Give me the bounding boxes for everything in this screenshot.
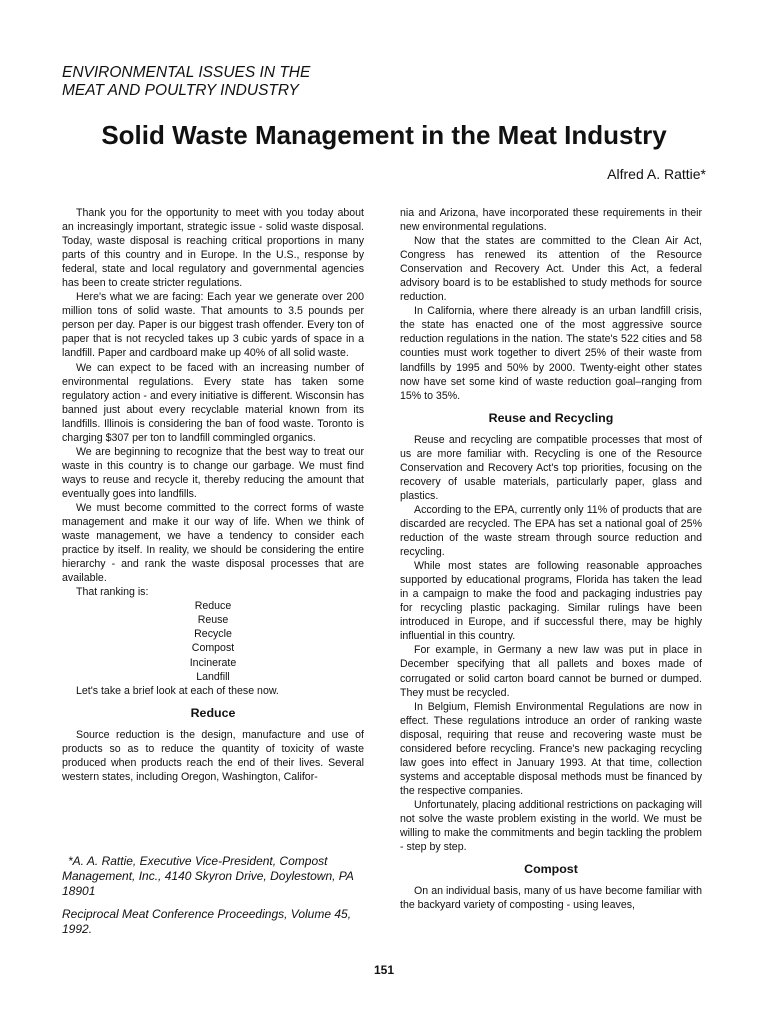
- series-header-line1: ENVIRONMENTAL ISSUES IN THE: [62, 64, 311, 81]
- body-paragraph: According to the EPA, currently only 11% of products that are discarded are recycled. The EPA has set a national goal of 25% reduction of the waste stream through source reduction and recycling.: [400, 503, 702, 559]
- body-paragraph: In Belgium, Flemish Environmental Regulations are now in effect. These regulations introduce an order of ranking waste disposal, requiring that reuse and recovering waste must be considered before recycling. France's new packaging recycling law goes into effect in January 1993. At that time, collection systems and acceptable disposal methods must be financed by the respective companies.: [400, 700, 702, 797]
- body-paragraph: That ranking is:: [76, 586, 149, 599]
- section-heading-compost: Compost: [524, 862, 578, 877]
- body-paragraph: We must become committed to the correct forms of waste management and make it our way of life. When we think of waste management, we have a tendency to consider each practice by itself. In reality, we should be considering the entire hierarchy - and rank the waste disposal processes that are available.: [62, 501, 364, 585]
- right-column: [400, 206, 702, 912]
- body-paragraph: In California, where there already is an urban landfill crisis, the state has enacted one of the most aggressive source reduction regulations in the nation. The state's 522 cities and 58 counties must work together to divert 25% of their waste from landfills by 1995 and 50% by 2000. Twenty-eight other states now have set some kind of waste reduction goal–ranging from 15% to 35%.: [400, 305, 702, 402]
- body-paragraph: Source reduction is the design, manufacture and use of products so as to reduce the quantity of toxicity of waste produced when products reach the end of their lives. Several western states, including Oregon, Washington, Califor-: [62, 728, 364, 783]
- footnote: [62, 854, 364, 945]
- ranking-item: Landfill: [196, 670, 230, 683]
- author-affiliation: *A. A. Rattie, Executive Vice-President, Compost Management, Inc., 4140 Skyron Drive, Doylestown, PA 18901: [62, 854, 354, 898]
- ranking-item: Compost: [191, 642, 235, 655]
- body-paragraph: While most states are following reasonable approaches supported by educational programs, Florida has taken the lead in a campaign to make the food and packaging industries pay for recycling plastic packaging. Similar rulings have been introduced in Europe, and if successful there, may be highly influential in this country.: [400, 560, 702, 643]
- series-header-line2: MEAT AND POULTRY INDUSTRY: [62, 82, 299, 99]
- series-header: [62, 64, 310, 100]
- ranking-item: Incinerate: [189, 656, 237, 669]
- proceedings-citation: Reciprocal Meat Conference Proceedings, Volume 45, 1992.: [62, 907, 352, 936]
- left-column: [62, 206, 364, 784]
- body-paragraph: Here's what we are facing: Each year we generate over 200 million tons of solid waste. That amounts to 3.5 pounds per person per day. Paper is our biggest trash offender. Every ton of paper that is not recycled takes up 3 cubic yards of space in a landfill. Paper and cardboard make up 40% of all solid waste.: [62, 291, 364, 360]
- body-paragraph: We can expect to be faced with an increasing number of environmental regulations. Every state has taken some regulatory action - and every initiative is different. Wisconsin has banned just about every recyclable material known from its landfills. Illinois is considering the ban of food waste. Toronto is charging $307 per ton to landfill commingled organics.: [62, 361, 364, 444]
- section-heading-reduce: Reduce: [190, 705, 236, 720]
- body-paragraph: Reuse and recycling are compatible processes that most of us are more familiar with. Recycling is one of the Resource Conservation and Recovery Act's top priorities, focusing on the recovery of usable materials, particularly paper, glass and plastics.: [400, 433, 702, 502]
- body-paragraph: Thank you for the opportunity to meet with you today about an increasingly important, strategic issue - solid waste disposal. Today, waste disposal is reaching critical proportions in many parts of this country and in Europe. In the U.S., response by federal, state and local regulatory and governmental agencies has been to create stricter regulations.: [62, 207, 364, 290]
- ranking-list: [62, 599, 364, 683]
- article-title: Solid Waste Management in the Meat Industry: [101, 120, 667, 150]
- page-number: 151: [373, 963, 395, 977]
- body-paragraph: Let's take a brief look at each of these now.: [76, 684, 279, 697]
- section-heading-reuse-recycling: Reuse and Recycling: [488, 410, 614, 425]
- body-paragraph: Now that the states are committed to the Clean Air Act, Congress has renewed its attention of the Resource Conservation and Recovery Act. Under this Act, a federal advisory board is to be established to study methods for source reduction.: [400, 235, 702, 304]
- ranking-item: Recycle: [194, 628, 232, 641]
- body-paragraph: nia and Arizona, have incorporated these requirements in their new environmental regulations.: [400, 207, 702, 234]
- body-paragraph: We are beginning to recognize that the best way to treat our waste in this country is to change our garbage. We must find ways to reuse and recycle it, thereby reducing the amount that eventually goes into landfills.: [62, 445, 364, 500]
- ranking-item: Reduce: [194, 600, 232, 613]
- body-paragraph: On an individual basis, many of us have become familiar with the backyard variety of composting - using leaves,: [400, 885, 702, 912]
- author-name: Alfred A. Rattie*: [607, 166, 706, 182]
- ranking-item: Reuse: [197, 614, 229, 627]
- body-paragraph: For example, in Germany a new law was put in place in December specifying that all pallets and boxes made of corrugated or solid carton board cannot be burned or dumped. They must be recycled.: [400, 644, 702, 699]
- body-paragraph: Unfortunately, placing additional restrictions on packaging will not solve the waste problem existing in the world. We must be willing to make the commitments and begin tackling the problem - step by step.: [400, 798, 702, 854]
